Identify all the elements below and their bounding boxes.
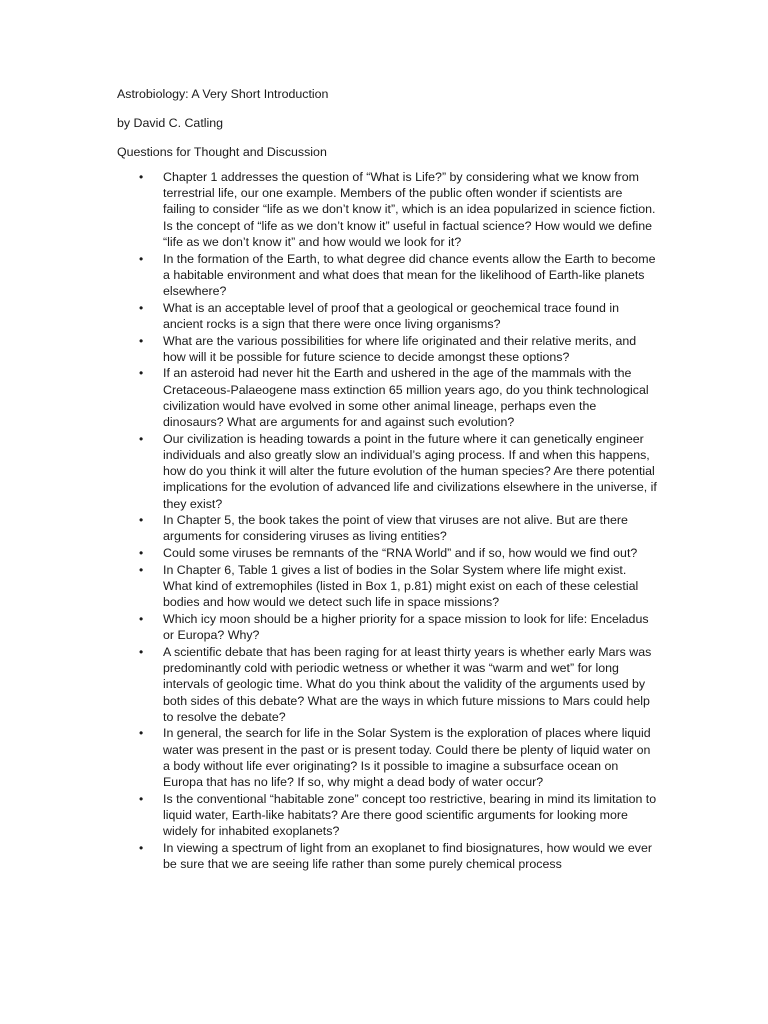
bullet-icon: • (139, 562, 144, 577)
question-text: Could some viruses be remnants of the “RNA World” and if so, how would we find out? (163, 546, 638, 561)
question-item (117, 562, 657, 611)
question-item (117, 840, 657, 872)
document-author: by David C. Catling (117, 116, 224, 130)
question-item (117, 333, 657, 365)
bullet-icon: • (139, 546, 144, 561)
question-item (117, 431, 657, 512)
question-text: Chapter 1 addresses the question of “What is Life?” by considering what we know from terrestrial life, our one example. Members of the public often wonder if scientists are failing to consider “life as we don’t know it”, which is an idea popularized in science fiction. Is the concept of “life as we don’t know it” useful in factual science? How would we define “life as we don’t know it” and how would we look for it? (163, 170, 656, 249)
question-text: In Chapter 5, the book takes the point of view that viruses are not alive. But are there arguments for considering viruses as living entities? (163, 513, 628, 544)
question-list (117, 169, 657, 872)
question-text: In viewing a spectrum of light from an exoplanet to find biosignatures, how would we ever be sure that we are seeing life rather than some purely chemical process (163, 840, 653, 872)
bullet-icon: • (139, 333, 144, 348)
question-item (117, 545, 657, 561)
bullet-icon: • (139, 513, 144, 528)
bullet-icon: • (139, 431, 144, 446)
document-title: Astrobiology: A Very Short Introduction (117, 87, 329, 101)
question-text: Is the conventional “habitable zone” concept too restrictive, bearing in mind its limitation to liquid water, Earth-like habitats? Are there good scientific arguments for looking more widely for inhabited exoplanets? (163, 791, 657, 839)
question-text: In general, the search for life in the Solar System is the exploration of places where liquid water was present in the past or is present today. Could there be plenty of liquid water on a body without life ever originating? Is it possible to imagine a subsurface ocean on Europa that has no life? If so, why might a dead body of water occur? (163, 726, 651, 790)
question-text: A scientific debate that has been raging for at least thirty years is whether early Mars was predominantly cold with periodic wetness or whether it was “warm and wet” for long intervals of geologic time. What do you think about the validity of the arguments used by both sides of this debate? What are the ways in which future missions to Mars could help to resolve the debate? (163, 644, 652, 724)
bullet-icon: • (139, 726, 144, 741)
document-page (117, 86, 657, 873)
bullet-icon: • (139, 251, 144, 266)
question-item (117, 512, 657, 544)
bullet-icon: • (139, 611, 144, 626)
question-item (117, 611, 657, 643)
question-text: In the formation of the Earth, to what degree did chance events allow the Earth to become a habitable environment and what does that mean for the likelihood of Earth-like planets elsewhere? (163, 251, 656, 298)
question-text: What is an acceptable level of proof that a geological or geochemical trace found in ancient rocks is a sign that there were once living organisms? (163, 300, 619, 331)
question-item (117, 169, 657, 250)
bullet-icon: • (139, 644, 144, 659)
question-item (117, 251, 657, 300)
question-item (117, 644, 657, 725)
question-item (117, 365, 657, 430)
section-heading: Questions for Thought and Discussion (117, 145, 327, 159)
question-item (117, 791, 657, 840)
bullet-icon: • (139, 840, 144, 855)
question-text: Which icy moon should be a higher priority for a space mission to look for life: Enceladus or Europa? Why? (163, 611, 649, 643)
bullet-icon: • (139, 791, 144, 806)
question-text: If an asteroid had never hit the Earth and ushered in the age of the mammals with the Cretaceous-Palaeogene mass extinction 65 million years ago, do you think technological civilization would have evolved in some other animal lineage, perhaps even the dinosaurs? What are arguments for and against such evolution? (163, 366, 649, 430)
question-text: In Chapter 6, Table 1 gives a list of bodies in the Solar System where life might exist. What kind of extremophiles (listed in Box 1, p.81) might exist on each of these celestial bodies and how would we detect such life in space missions? (163, 562, 639, 610)
question-text: What are the various possibilities for where life originated and their relative merits, and how will it be possible for future science to decide amongst these options? (163, 333, 637, 364)
bullet-icon: • (139, 170, 144, 184)
question-item (117, 300, 657, 332)
bullet-icon: • (139, 366, 144, 381)
bullet-icon: • (139, 300, 144, 315)
question-text: Our civilization is heading towards a point in the future where it can genetically engineer individuals and also greatly slow an individual’s aging process. If and when this happens, how do you think it will alter the future evolution of the human species? Are there potential implications for the evolution of advanced life and civilizations elsewhere in the universe, if they exist? (163, 431, 657, 511)
question-item (117, 725, 657, 790)
